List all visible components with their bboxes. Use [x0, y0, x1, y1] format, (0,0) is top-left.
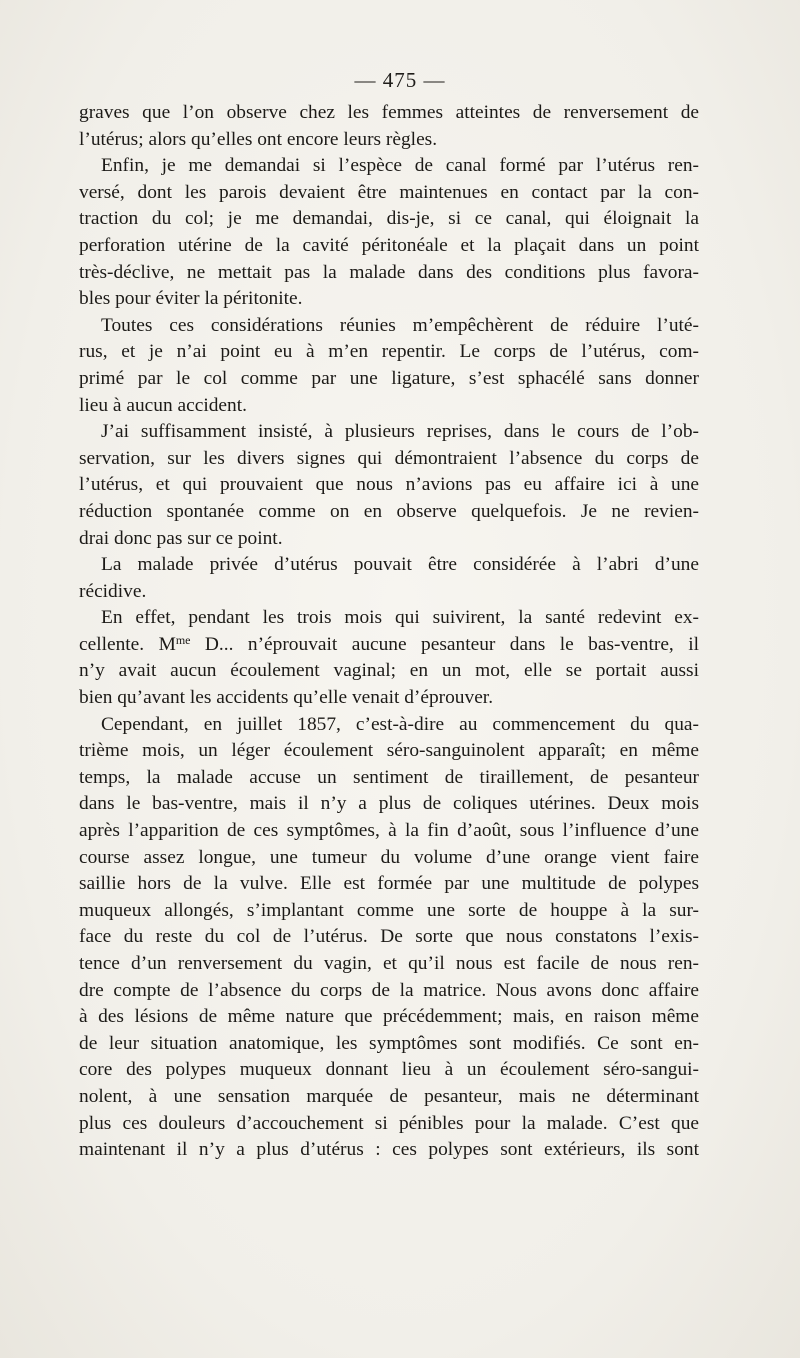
text-line: réduction spontanée comme on en observe quelquefois. Je ne revien- — [79, 500, 699, 522]
text-line: plus ces douleurs d’accouchement si pénibles pour la malade. C’est que — [79, 1112, 699, 1134]
text-line: saillie hors de la vulve. Elle est formée par une multitude de polypes — [79, 873, 699, 895]
text-line: perforation utérine de la cavité péritonéale et la plaçait dans un point — [79, 234, 699, 256]
text-line: drai donc pas sur ce point. — [79, 527, 283, 549]
text-line: très-déclive, ne mettait pas la malade dans des conditions plus favora- — [79, 261, 699, 283]
text-line: servation, sur les divers signes qui démontraient l’absence du corps de — [79, 447, 699, 469]
text-line: l’utérus; alors qu’elles ont encore leurs règles. — [79, 128, 438, 150]
text-line: primé par le col comme par une ligature, s’est sphacélé sans donner — [79, 367, 699, 389]
text-line: Toutes ces considérations réunies m’empêchèrent de réduire l’uté- — [101, 314, 699, 336]
text-line: graves que l’on observe chez les femmes atteintes de renversement de — [79, 102, 699, 123]
text-line: versé, dont les parois devaient être maintenues en contact par la con- — [79, 181, 699, 203]
text-line: après l’apparition de ces symptômes, à la fin d’août, sous l’influence d’une — [79, 820, 699, 842]
text-line: bien qu’avant les accidents qu’elle venait d’éprouver. — [79, 687, 494, 709]
text-line: maintenant il n’y a plus d’utérus : ces polypes sont extérieurs, ils sont — [79, 1139, 699, 1161]
text-line: muqueux allongés, s’implantant comme une sorte de houppe à la sur- — [79, 899, 699, 921]
text-line: Enfin, je me demandai si l’espèce de canal formé par l’utérus ren- — [101, 155, 699, 177]
page-number: — 475 — — [354, 68, 446, 92]
text-line: l’utérus, et qui prouvaient que nous n’avions pas eu affaire ici à une — [79, 474, 699, 496]
text-line: J’ai suffisamment insisté, à plusieurs reprises, dans le cours de l’ob- — [101, 421, 699, 443]
text-line: temps, la malade accuse un sentiment de tiraillement, de pesanteur — [79, 766, 699, 788]
text-line: traction du col; je me demandai, dis-je, si ce canal, qui éloignait la — [79, 208, 699, 230]
text-line: core des polypes muqueux donnant lieu à un écoulement séro-sangui- — [79, 1059, 699, 1081]
text-line: dre compte de l’absence du corps de la matrice. Nous avons donc affaire — [79, 979, 699, 1001]
text-line: rus, et je n’ai point eu à m’en repentir. Le corps de l’utérus, com- — [79, 341, 699, 363]
text-line — [79, 632, 699, 659]
text-line: En effet, pendant les trois mois qui suivirent, la santé redevint ex- — [101, 607, 699, 629]
text-line: face du reste du col de l’utérus. De sorte que nous constatons l’exis- — [79, 926, 699, 948]
text-line: tence d’un renversement du vagin, et qu’il nous est facile de nous ren- — [79, 953, 699, 974]
text-line: de leur situation anatomique, les symptômes sont modifiés. Ce sont en- — [79, 1032, 699, 1054]
text-line: lieu à aucun accident. — [79, 394, 247, 416]
text-line: La malade privée d’utérus pouvait être considérée à l’abri d’une — [101, 554, 699, 576]
text-line: Cependant, en juillet 1857, c’est-à-dire au commencement du qua- — [101, 713, 699, 735]
text-line: à des lésions de même nature que précédemment; mais, en raison même — [79, 1006, 699, 1028]
body-text — [79, 100, 699, 1164]
text-line: récidive. — [79, 580, 147, 602]
text-line: bles pour éviter la péritonite. — [79, 288, 303, 310]
text-line: nolent, à une sensation marquée de pesanteur, mais ne déterminant — [79, 1085, 699, 1107]
text-line: n’y avait aucun écoulement vaginal; en un mot, elle se portait aussi — [79, 660, 699, 682]
text-line: dans le bas-ventre, mais il n’y a plus de coliques utérines. Deux mois — [79, 793, 699, 815]
superscript: me — [175, 632, 191, 647]
text-segment: D... n’éprouvait aucune pesanteur dans le bas-ventre, il — [190, 633, 699, 655]
text-line: course assez longue, une tumeur du volume d’une orange vient faire — [79, 846, 699, 868]
text-line: trième mois, un léger écoulement séro-sanguinolent apparaît; en même — [79, 740, 699, 762]
text-segment: cellente. M — [79, 633, 176, 655]
